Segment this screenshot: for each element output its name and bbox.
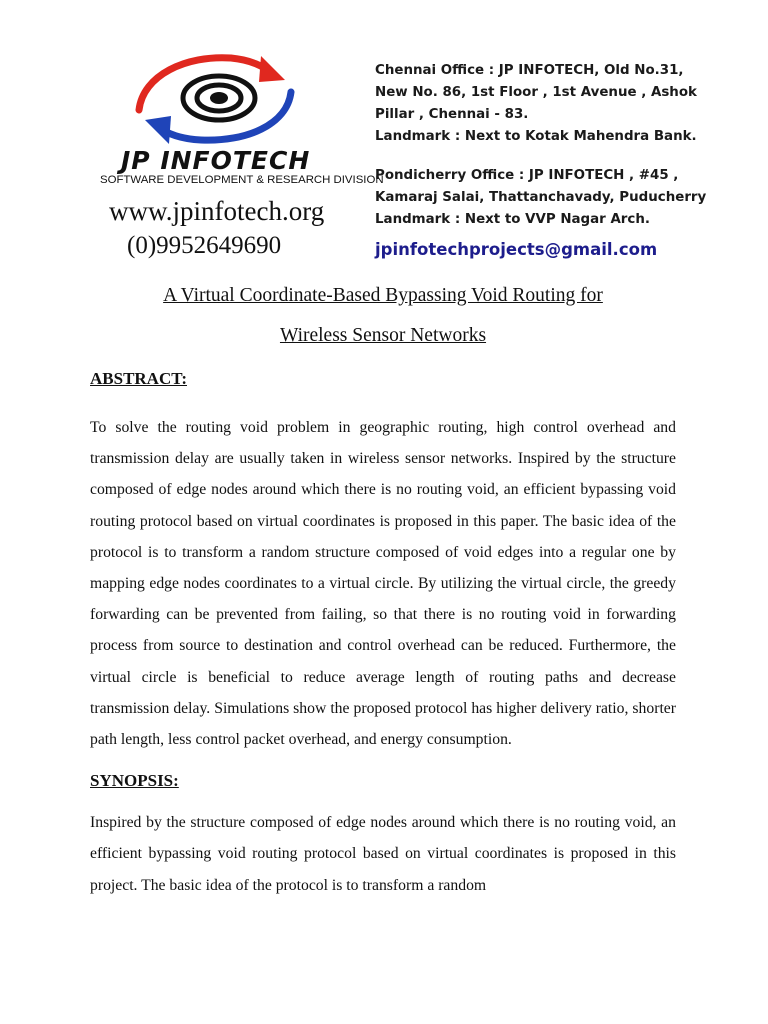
- brand-name: JP INFOTECH: [121, 146, 311, 175]
- chennai-address-line: Landmark : Next to Kotak Mahendra Bank.: [375, 129, 697, 144]
- pondicherry-address-line: Landmark : Next to VVP Nagar Arch.: [375, 212, 650, 227]
- chennai-address-line: New No. 86, 1st Floor , 1st Avenue , Ashok: [375, 85, 697, 100]
- letterhead: [95, 50, 707, 272]
- pondicherry-address-line: Pondicherry Office : JP INFOTECH , #45 ,: [375, 168, 679, 183]
- website-link[interactable]: www.jpinfotech.org: [109, 196, 325, 226]
- pondicherry-address: [375, 165, 706, 231]
- phone-number: (0)9952649690: [127, 232, 282, 259]
- synopsis-heading: SYNOPSIS:: [90, 771, 179, 791]
- abstract-heading: ABSTRACT:: [90, 369, 187, 388]
- email-link[interactable]: jpinfotechprojects@gmail.com: [375, 240, 658, 259]
- pondicherry-address-line: Kamaraj Salai, Thattanchavady, Puducherry: [375, 190, 707, 205]
- chennai-address-line: Chennai Office : JP INFOTECH, Old No.31,: [375, 63, 684, 78]
- chennai-address: [375, 60, 697, 148]
- jp-infotech-logo-icon: [101, 50, 351, 150]
- document-title-line-2: Wireless Sensor Networks: [279, 325, 487, 346]
- document-body: [90, 276, 676, 901]
- chennai-address-line: Pillar , Chennai - 83.: [375, 107, 529, 122]
- abstract-paragraph: To solve the routing void problem in geographic routing, high control overhead and transmission delay are usually taken in wireless sensor networks. Inspired by the structure composed of edge nodes around which there is no routing void, an efficient bypassing void routing protocol based on virtual coordinates is proposed in this paper. The basic idea of the protocol is to transform a random structure composed of void edges into a regular one by mapping edge nodes coordinates to a virtual circle. By utilizing the virtual circle, the greedy forwarding can be prevented from failing, so that there is no routing void in forwarding process from source to destination and control overhead can be reduced. Furthermore, the virtual circle is beneficial to reduce average length of routing paths and decrease transmission delay. Simulations show the proposed protocol has higher delivery ratio, shorter path length, less control packet overhead, and energy consumption.: [90, 419, 676, 749]
- document-title-line-1: A Virtual Coordinate-Based Bypassing Void Routing for: [163, 285, 603, 306]
- division-label: SOFTWARE DEVELOPMENT & RESEARCH DIVISION: [100, 174, 384, 186]
- synopsis-paragraph: Inspired by the structure composed of edge nodes around which there is no routing void, an efficient bypassing void routing protocol based on virtual coordinates is proposed in this project. The basic idea of the protocol is to transform a random: [90, 814, 676, 894]
